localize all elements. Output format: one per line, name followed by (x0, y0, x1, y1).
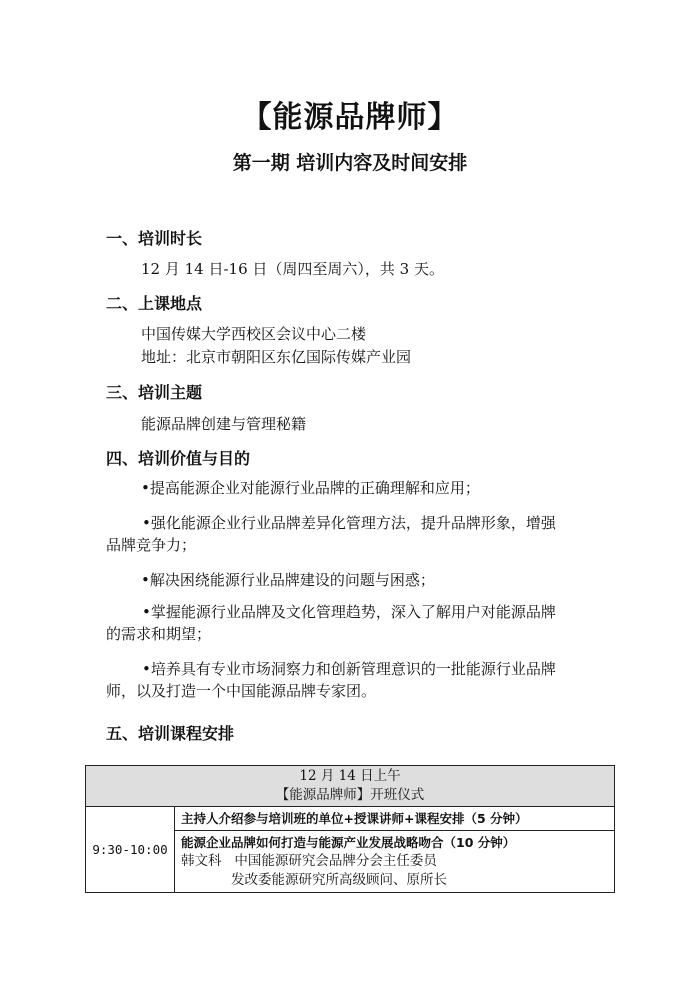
schedule-item-intro: 主持人介绍参与培训班的单位+授课讲师+课程安排（5 分钟） (175, 807, 615, 831)
goal-bullet-4-line2: 的需求和期望； (106, 625, 212, 643)
goal-bullet-2-line2: 品牌竞争力； (106, 536, 197, 554)
section-heading-theme: 三、培训主题 (106, 383, 203, 402)
schedule-date: 12 月 14 日上午 (299, 768, 401, 784)
goal-bullet-5 (106, 658, 596, 702)
schedule-table (85, 765, 615, 893)
location-address: 地址：北京市朝阳区东亿国际传媒产业园 (141, 348, 412, 366)
section-heading-schedule: 五、培训课程安排 (106, 724, 235, 743)
document-subtitle: 第一期 培训内容及时间安排 (232, 152, 468, 174)
duration-text: 12 月 14 日-16 日（周四至周六），共 3 天。 (141, 260, 444, 278)
schedule-event: 【能源品牌师】开班仪式 (275, 787, 425, 803)
keynote-speaker: 韩文科 (181, 853, 222, 869)
goal-bullet-3: •解决困绕能源行业品牌建设的问题与困惑； (141, 571, 435, 589)
goal-bullet-2-line1: •强化能源企业行业品牌差异化管理方法，提升品牌形象，增强 (142, 514, 556, 532)
section-heading-goals: 四、培训价值与目的 (106, 449, 251, 468)
goal-bullet-1: •提高能源企业对能源行业品牌的正确理解和应用； (141, 479, 480, 497)
goal-bullet-4-line1: •掌握能源行业品牌及文化管理趋势，深入了解用户对能源品牌 (142, 603, 556, 621)
keynote-speaker-line (181, 852, 608, 871)
goal-bullet-5-line2: 师，以及打造一个中国能源品牌专家团。 (106, 682, 377, 700)
location-venue: 中国传媒大学西校区会议中心二楼 (141, 325, 367, 343)
keynote-title: 能源企业品牌如何打造与能源产业发展战略吻合（10 分钟） (181, 835, 516, 850)
section-heading-duration: 一、培训时长 (106, 229, 203, 248)
keynote-role-1: 中国能源研究会品牌分会主任委员 (234, 853, 437, 869)
schedule-item-keynote (175, 831, 615, 893)
goal-bullet-5-line1: •培养具有专业市场洞察力和创新管理意识的一批能源行业品牌 (142, 660, 556, 678)
goal-bullet-4 (106, 601, 596, 645)
theme-text: 能源品牌创建与管理秘籍 (141, 415, 307, 433)
schedule-header (86, 766, 615, 807)
document-title: 【能源品牌师】 (241, 100, 459, 135)
section-heading-location: 二、上课地点 (106, 294, 203, 313)
keynote-role-2: 发改委能源研究所高级顾问、原所长 (231, 872, 447, 888)
goal-bullet-2 (106, 512, 596, 556)
schedule-time: 9:30-10:00 (86, 807, 175, 893)
